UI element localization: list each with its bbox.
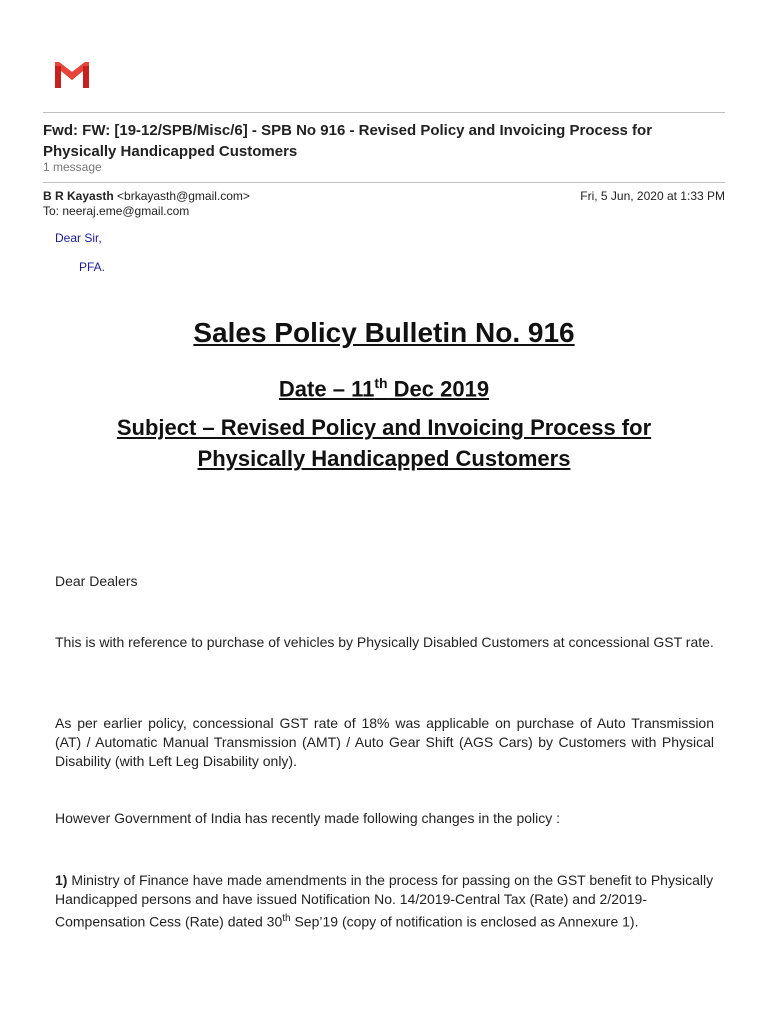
bulletin-date-sup: th <box>374 375 388 391</box>
point-1-text-b: Sep’19 (copy of notification is enclosed as Annexure 1). <box>290 913 639 930</box>
bulletin-subject <box>0 412 768 474</box>
email-pfa: PFA. <box>79 260 106 274</box>
sender-name: B R Kayasth <box>43 189 114 203</box>
email-greeting: Dear Sir, <box>55 231 102 245</box>
point-1-text-a: Ministry of Finance have made amendments in the process for passing on the GST benefit to Physically Handicapped persons and have issued Notification No. 14/2019-Central Tax (Rate) and 2/2019-Compensation Cess (Rate) dated 30 <box>55 872 714 930</box>
body-point-1 <box>55 871 714 932</box>
body-paragraph-3: However Government of India has recently made following changes in the policy : <box>55 810 561 826</box>
header-divider <box>43 112 725 113</box>
bulletin-title: Sales Policy Bulletin No. 916 <box>193 317 575 348</box>
message-divider <box>43 182 725 183</box>
point-1-number: 1) <box>55 872 68 888</box>
bulletin-date-prefix: Date – 11 <box>278 376 375 402</box>
email-subject: Fwd: FW: [19-12/SPB/Misc/6] - SPB No 916 - Revised Policy and Invoicing Process for Physically Handicapped Customers <box>43 122 653 160</box>
gmail-logo-icon <box>52 58 92 90</box>
bulletin-date-suffix: Dec 2019 <box>387 376 490 402</box>
bulletin-date <box>0 368 768 404</box>
sender-email: <brkayasth@gmail.com> <box>117 189 250 203</box>
point-1-sup: th <box>282 913 291 924</box>
message-date: Fri, 5 Jun, 2020 at 1:33 PM <box>580 189 725 203</box>
bulletin-subject-line2: Physically Handicapped Customers <box>197 446 571 471</box>
bulletin-subject-line1: Subject – Revised Policy and Invoicing Process for <box>116 415 652 440</box>
message-count: 1 message <box>43 160 102 174</box>
body-paragraph-2: As per earlier policy, concessional GST rate of 18% was applicable on purchase of Auto Transmission (AT) / Automatic Manual Transmission (AMT) / Auto Gear Shift (AGS Cars) by Customers with Physical Disability (with Left Leg Disability only). <box>55 715 714 769</box>
recipient-line: To: neeraj.eme@gmail.com <box>43 204 190 218</box>
body-salutation: Dear Dealers <box>55 573 138 589</box>
sender-line <box>43 189 250 203</box>
body-paragraph-1: This is with reference to purchase of vehicles by Physically Disabled Customers at concessional GST rate. <box>55 634 714 650</box>
